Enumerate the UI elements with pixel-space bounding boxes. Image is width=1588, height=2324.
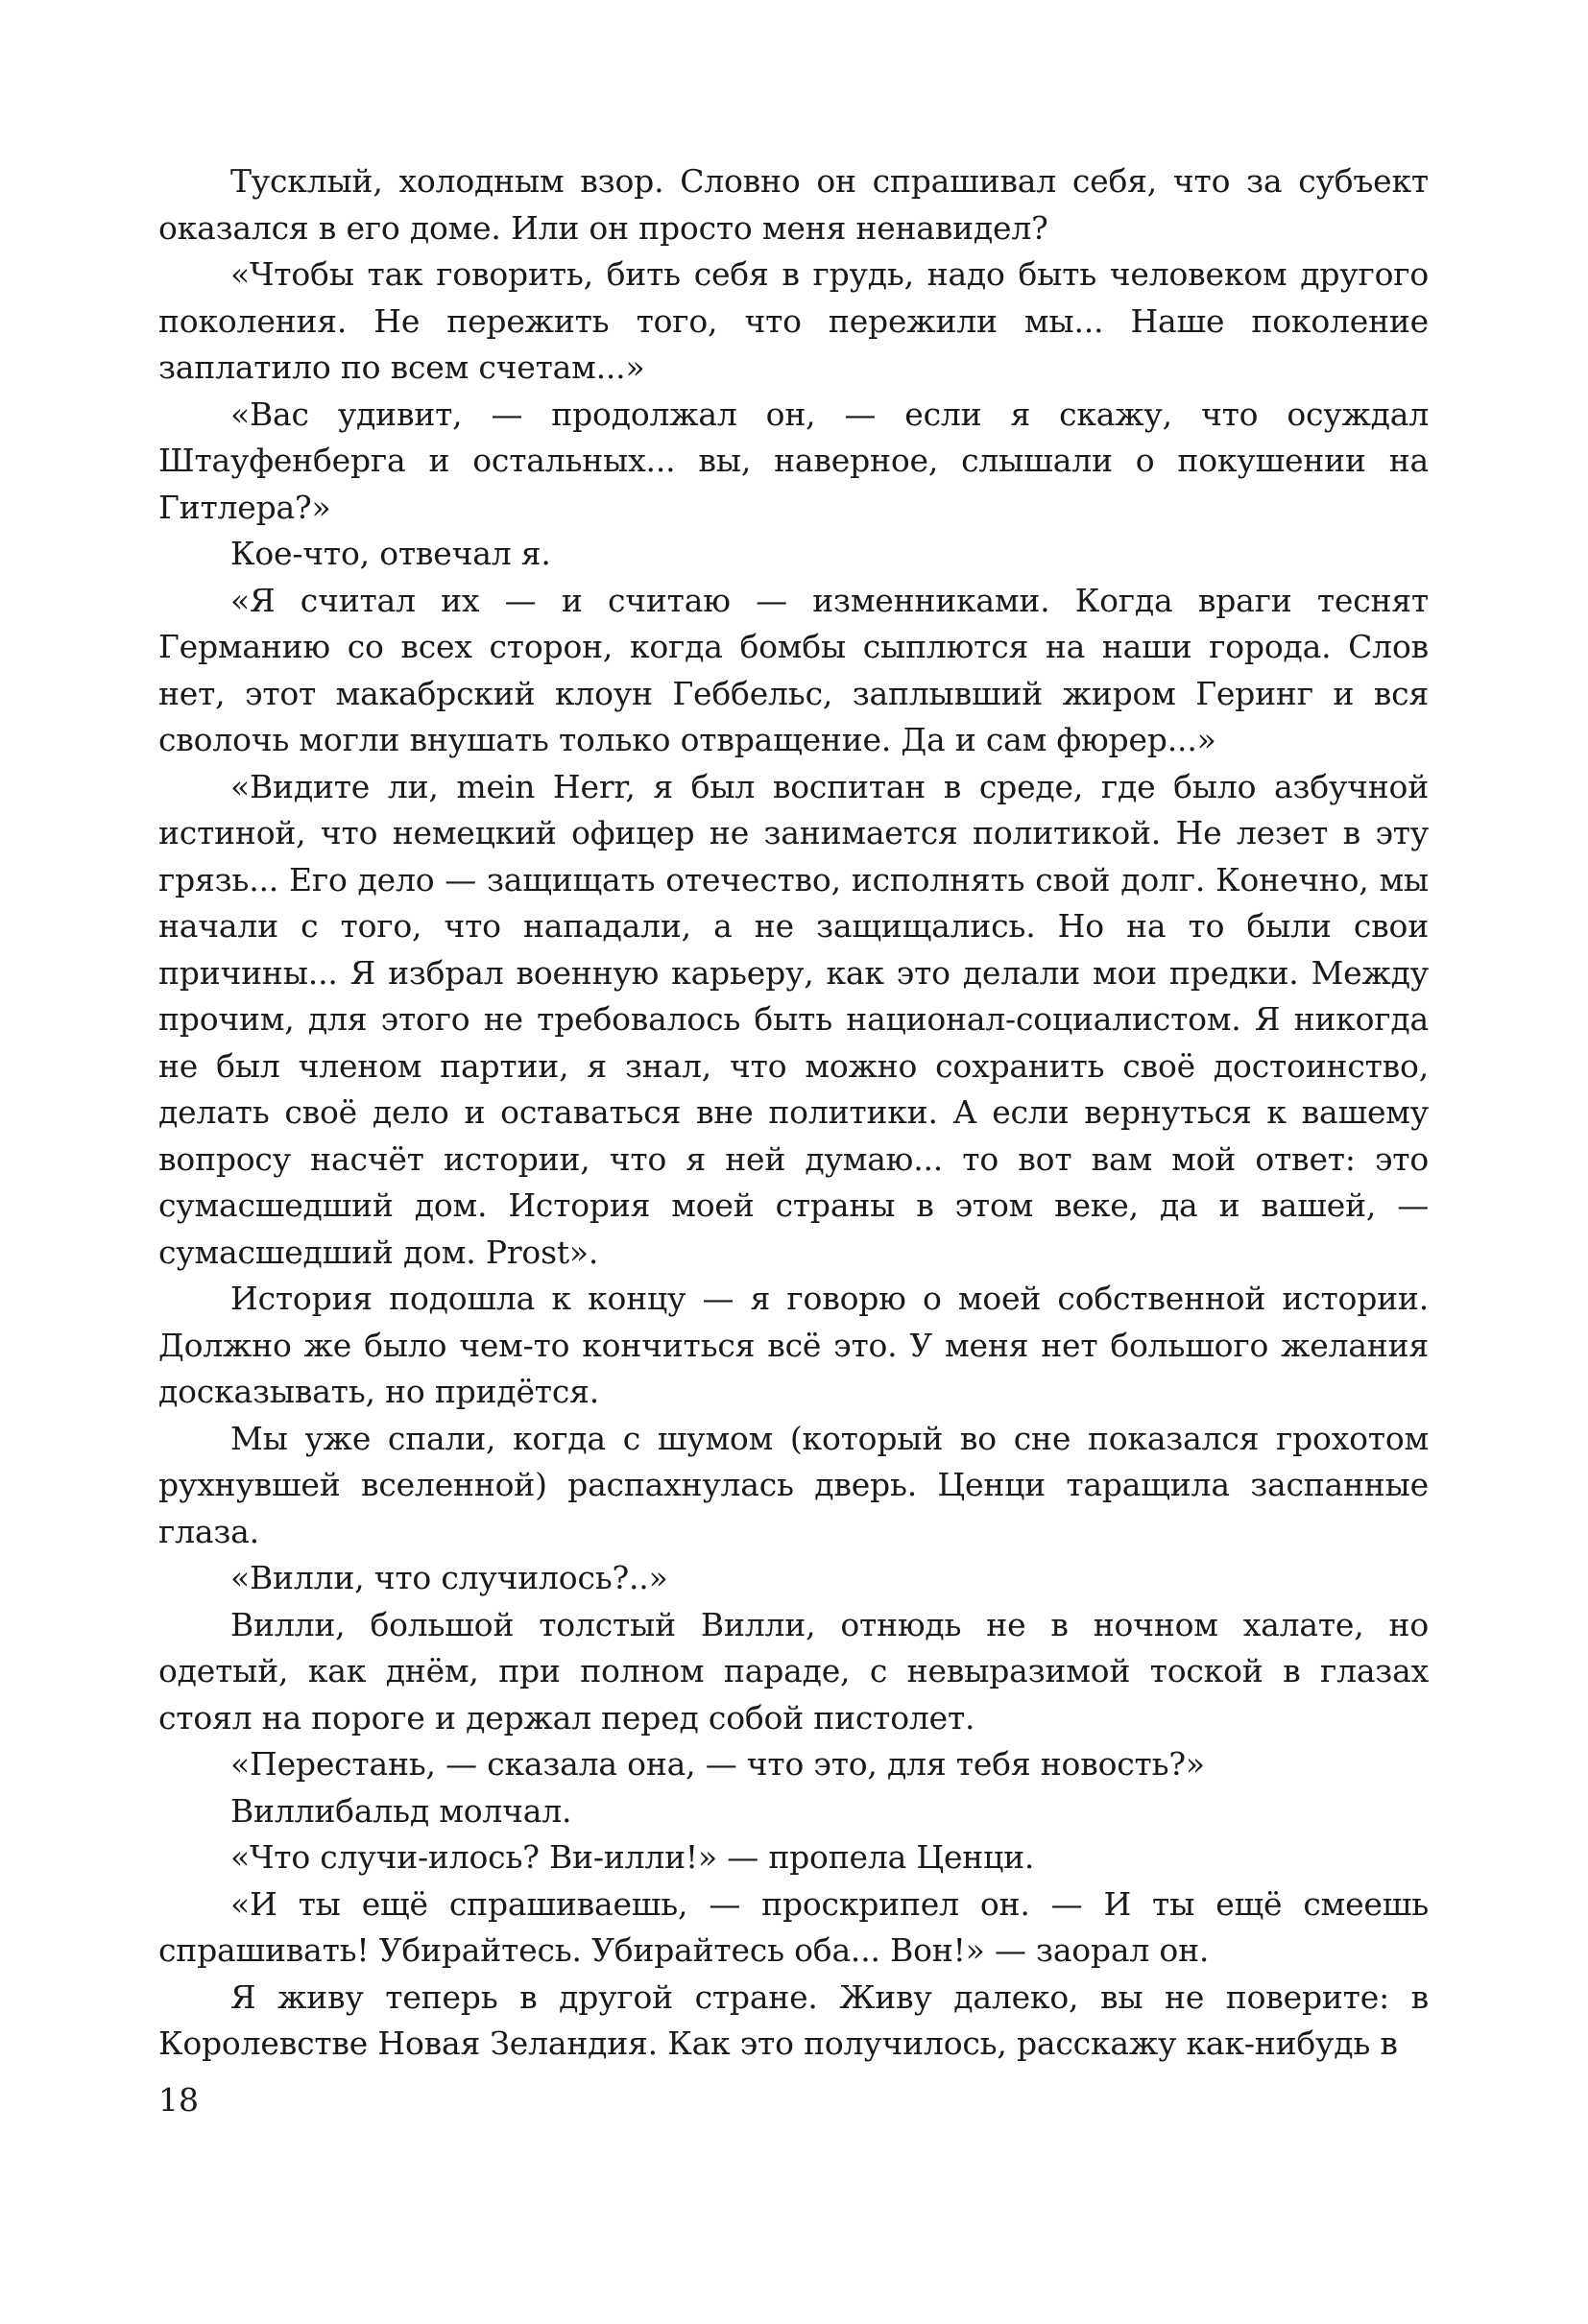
paragraph: Мы уже спали, когда с шумом (который во сне показался грохотом рухнувшей вселенной) распахнулась дверь. Ценци таращила заспанные глаза.: [158, 1419, 1429, 1550]
paragraph: Я живу теперь в другой стране. Живу далеко, вы не поверите: в Королевстве Новая Зеландия. Как это получилось, расскажу как-нибудь в: [158, 1977, 1429, 2062]
paragraph: «И ты ещё спрашиваешь, — проскрипел он. — И ты ещё смеешь спрашивать! Убирайтесь. Убирайтесь оба... Вон!» — заорал он.: [158, 1884, 1429, 1969]
paragraph: Кое-что, отвечал я.: [230, 535, 551, 572]
paragraph: «Чтобы так говорить, бить себя в грудь, надо быть человеком другого поколения. Не пережить того, что пережили мы... Наше поколение заплатило по всем счетам...»: [158, 255, 1429, 386]
paragraph: «Вилли, что случилось?..»: [230, 1559, 668, 1596]
page-body-text: [158, 158, 1429, 2068]
paragraph: «Я считал их — и считаю — изменниками. Когда враги теснят Германию со всех сторон, когда бомбы сыплются на наши города. Слов нет, этот макабрский клоун Геббельс, заплывший жиром Геринг и вся сволочь могли внушать только отвращение. Да и сам фюрер...»: [158, 581, 1429, 758]
paragraph: «Вас удивит, — продолжал он, — если я скажу, что осуждал Штауфенберга и остальных... вы, наверное, слышали о покушении на Гитлера?»: [158, 395, 1429, 526]
paragraph: «Что случи-илось? Ви-илли!» — пропела Ценци.: [230, 1838, 1035, 1876]
paragraph: «Перестань, — сказала она, — что это, для тебя новость?»: [230, 1745, 1205, 1783]
page-number: 18: [158, 2081, 199, 2119]
paragraph: Тусклый, холодным взор. Словно он спрашивал себя, что за субъект оказался в его доме. Или он просто меня ненавидел?: [158, 162, 1429, 247]
paragraph: Вилли, большой толстый Вилли, отнюдь не в ночном халате, но одетый, как днём, при полном параде, с невыразимой тоской в глазах стоял на пороге и держал перед собой пистолет.: [158, 1605, 1429, 1737]
paragraph: Виллибальд молчал.: [230, 1791, 572, 1830]
paragraph: История подошла к концу — я говорю о моей собственной истории. Должно же было чем-то кончиться всё это. У меня нет большого желания досказывать, но придётся.: [158, 1280, 1429, 1410]
paragraph: «Видите ли, mein Herr, я был воспитан в среде, где было азбучной истиной, что немецкий офицер не занимается политикой. Не лезет в эту грязь... Его дело — защищать отечество, исполнять свой долг. Конечно, мы начали с того, что нападали, а не защищались. Но на то были свои причины... Я избрал военную карьеру, как это делали мои предки. Между прочим, для этого не требовалось быть национал-социалистом. Я никогда не был членом партии, я знал, что можно сохранить своё достоинство, делать своё дело и оставаться вне политики. А если вернуться к вашему вопросу насчёт истории, что я ней думаю... то вот вам мой ответ: это сумасшедший дом. История моей страны в этом веке, да и вашей, — сумасшедший дом. Prost».: [158, 767, 1429, 1271]
